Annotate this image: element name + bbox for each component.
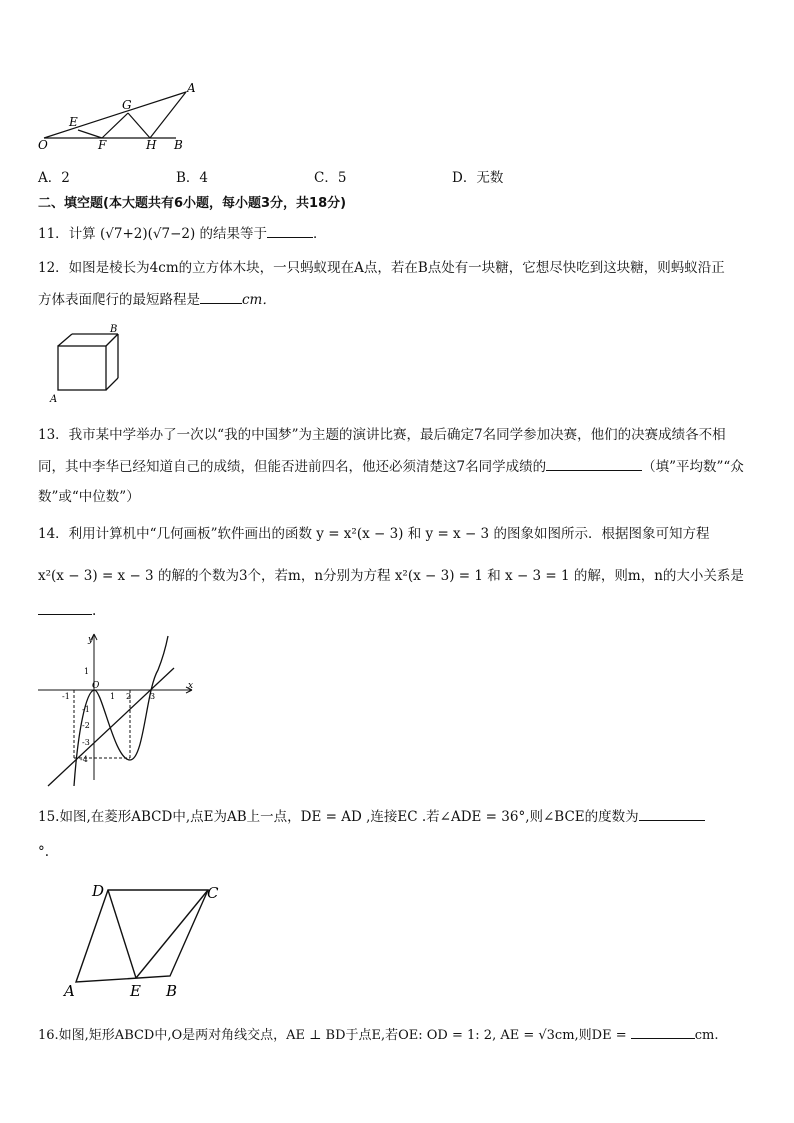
q11-post: 的结果等于	[199, 226, 268, 242]
q16-text: 16.如图,矩形ABCD中,O是两对角线交点，AE ⊥ BD于点E,若OE: OD = 1: 2, AE = √3cm,则DE =	[38, 1028, 627, 1043]
q13-line1: 13．我市某中学举办了一次以“我的中国梦”为主题的演讲比赛，最后确定7名同学参加决赛，他们的决赛成绩各不相	[38, 427, 726, 443]
cube-label-B: B	[110, 324, 118, 335]
option-a[interactable]: A．2	[38, 170, 70, 186]
rhombus-label-C: C	[207, 884, 219, 902]
question-15-line1	[38, 806, 705, 827]
rhombus-label-A: A	[64, 982, 75, 1000]
rhombus-figure	[58, 878, 228, 1002]
q11-pre: 计算	[68, 226, 96, 242]
option-d[interactable]: D．无数	[452, 170, 504, 186]
graph-tick-x-1: 1	[110, 692, 116, 701]
q13-line2-post: （填”平均数”“众	[642, 459, 744, 475]
q11-number: 11．	[38, 226, 69, 242]
q15-line1-text: 15.如图,在菱形ABCD中,点E为AB上一点，DE = AD ,连接EC .若∠ADE = 36°,则∠BCE的度数为	[38, 809, 639, 825]
q13-line3: 数”或“中位数”）	[38, 489, 140, 505]
label-B: B	[174, 138, 183, 152]
graph-tick-x-3: 3	[150, 692, 156, 701]
graph-origin-label: O	[92, 681, 100, 691]
rhombus-label-E: E	[130, 982, 141, 1000]
label-O: O	[38, 138, 48, 152]
q11-expression: (√7+2)(√7−2)	[99, 226, 196, 242]
q12-line2-text: 方体表面爬行的最短路程是	[38, 292, 200, 308]
q12-unit: cm．	[242, 292, 276, 308]
graph-tick-y-neg4: -4	[80, 755, 88, 764]
q16-unit: cm.	[694, 1028, 719, 1043]
label-H: H	[146, 138, 157, 152]
option-b[interactable]: B．4	[176, 170, 209, 186]
section-heading: 二、填空题(本大题共有6小题，每小题3分，共18分)	[38, 196, 347, 211]
graph-tick-y-1: 1	[84, 667, 90, 676]
q15-line2: °.	[38, 844, 50, 860]
graph-x-label: x	[188, 681, 194, 691]
q13-answer-blank[interactable]	[546, 456, 642, 471]
cube-label-A: A	[50, 394, 58, 404]
option-c[interactable]: C．5	[314, 170, 347, 186]
rhombus-label-B: B	[166, 982, 178, 1000]
question-14-line3: .	[38, 600, 96, 621]
graph-y-label: y	[88, 635, 94, 645]
q15-answer-blank[interactable]	[639, 806, 705, 821]
q11-answer-blank[interactable]	[267, 223, 313, 238]
label-G: G	[122, 98, 132, 112]
q14-line1: 14．利用计算机中“几何画板”软件画出的函数 y = x²(x − 3) 和 y = x − 3 的图象如图所示．根据图象可知方程	[38, 526, 710, 542]
rhombus-label-D: D	[92, 882, 105, 900]
q12-answer-blank[interactable]	[200, 289, 242, 304]
q14-line2: x²(x − 3) = x − 3 的解的个数为3个，若m，n分别为方程 x²(x − 3) = 1 和 x − 3 = 1 的解，则m，n的大小关系是	[38, 568, 744, 584]
graph-tick-x-neg1: -1	[62, 692, 70, 701]
graph-tick-y-neg3: -3	[82, 738, 90, 747]
q12-line1: 12．如图是棱长为4cm的立方体木块，一只蚂蚁现在A点，若在B点处有一块糖，它想尽快吃到这块糖，则蚂蚁沿正	[38, 260, 725, 276]
label-A: A	[187, 81, 196, 95]
q16-answer-blank[interactable]	[631, 1024, 695, 1039]
graph-tick-x-2: 2	[126, 692, 132, 701]
graph-tick-y-neg1: -1	[82, 705, 90, 714]
label-F: F	[98, 138, 107, 152]
question-11: 11．计算 (√7+2)(√7−2) 的结果等于 ．	[38, 223, 327, 244]
graph-tick-y-neg2: -2	[82, 721, 90, 730]
triangle-figure	[36, 80, 206, 152]
cube-figure	[46, 322, 132, 404]
q14-answer-blank[interactable]	[38, 600, 92, 615]
question-13-line2	[38, 456, 744, 477]
question-12-line2	[38, 289, 276, 310]
question-16	[38, 1024, 719, 1046]
function-graph	[34, 630, 200, 790]
q13-line2-text: 同，其中李华已经知道自己的成绩，但能否进前四名，他还必须清楚这7名同学成绩的	[38, 459, 547, 475]
label-E: E	[69, 115, 78, 129]
